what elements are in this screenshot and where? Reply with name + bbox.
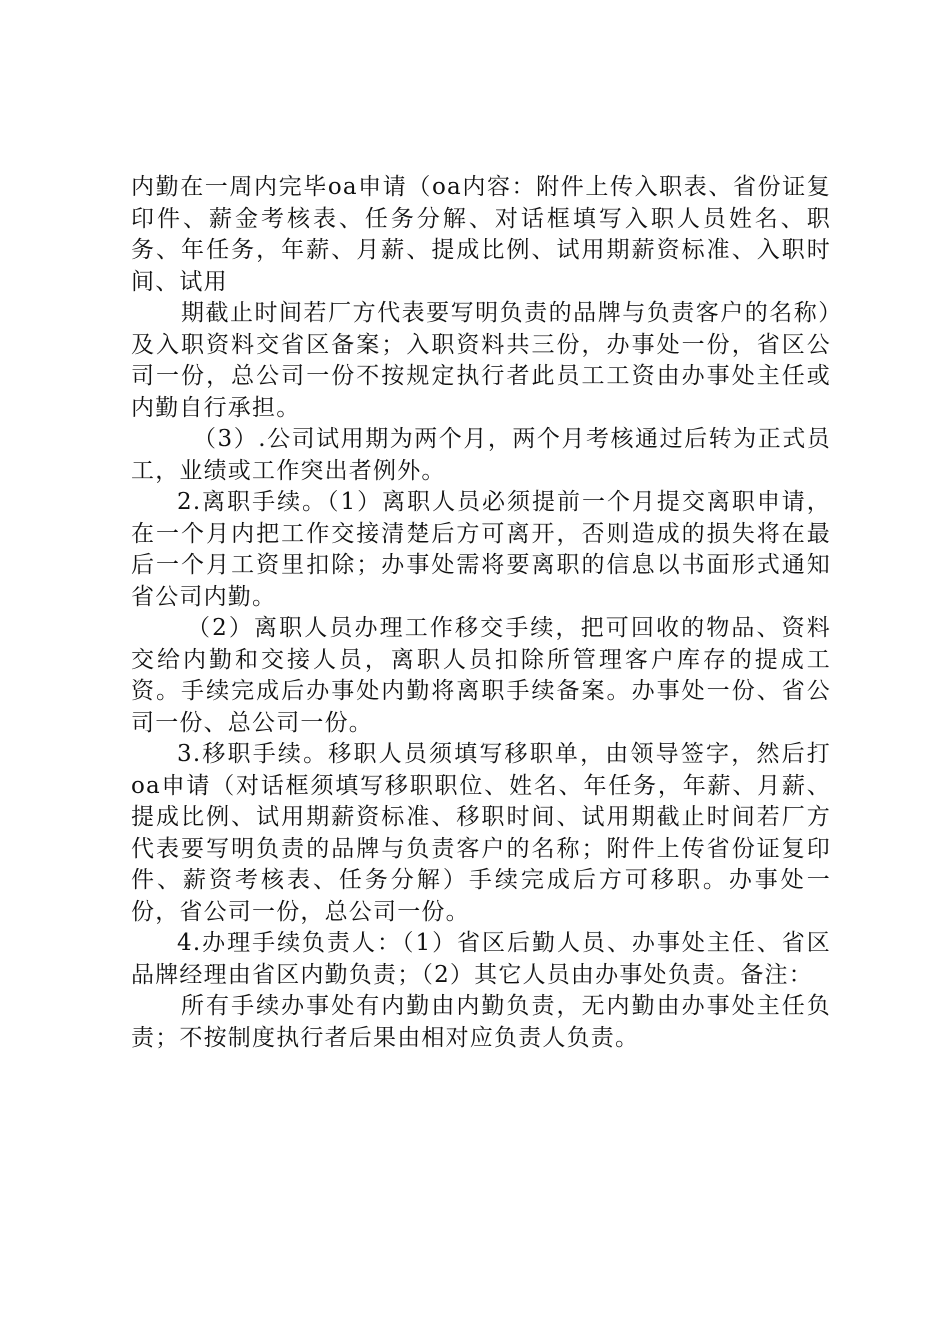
paragraph-resignation-procedure: 2.离职手续。（1）离职人员必须提前一个月提交离职申请，在一个月内把工作交接清楚后方可离开，否则造成的损失将在最后一个月工资里扣除；办事处需将要离职的信息以书面形式通知省公司内勤。 xyxy=(131,489,831,610)
paragraph-responsible-person: 4.办理手续负责人：（1）省区后勤人员、办事处主任、省区品牌经理由省区内勤负责；（2）其它人员由办事处负责。备注： xyxy=(131,930,831,988)
paragraph-note: 所有手续办事处有内勤由内勤负责，无内勤由办事处主任负责；不按制度执行者后果由相对应负责人负责。 xyxy=(131,993,831,1051)
paragraph-probation-period: （3）.公司试用期为两个月，两个月考核通过后转为正式员工，业绩或工作突出者例外。 xyxy=(131,426,831,484)
paragraph-handover-procedure: （2）离职人员办理工作移交手续，把可回收的物品、资料交给内勤和交接人员，离职人员扣除所管理客户库存的提成工资。手续完成后办事处内勤将离职手续备案。办事处一份、省公司一份、总公司一份。 xyxy=(131,615,831,736)
paragraph-probation-deadline: 期截止时间若厂方代表要写明负责的品牌与负责客户的名称）及入职资料交省区备案；入职资料共三份，办事处一份，省区公司一份，总公司一份不按规定执行者此员工工资由办事处主任或内勤自行承担。 xyxy=(131,300,831,421)
paragraph-oa-application: 内勤在一周内完毕oa申请（oa内容：附件上传入职表、省份证复印件、薪金考核表、任务分解、对话框填写入职人员姓名、职务、年任务，年薪、月薪、提成比例、试用期薪资标准、入职时间、试用 xyxy=(131,174,831,295)
document-body xyxy=(131,172,831,1054)
paragraph-transfer-procedure: 3.移职手续。移职人员须填写移职单，由领导签字，然后打oa申请（对话框须填写移职职位、姓名、年任务，年薪、月薪、提成比例、试用期薪资标准、移职时间、试用期截止时间若厂方代表要写明负责的品牌与负责客户的名称；附件上传省份证复印件、薪资考核表、任务分解）手续完成后方可移职。办事处一份，省公司一份，总公司一份。 xyxy=(131,741,831,925)
